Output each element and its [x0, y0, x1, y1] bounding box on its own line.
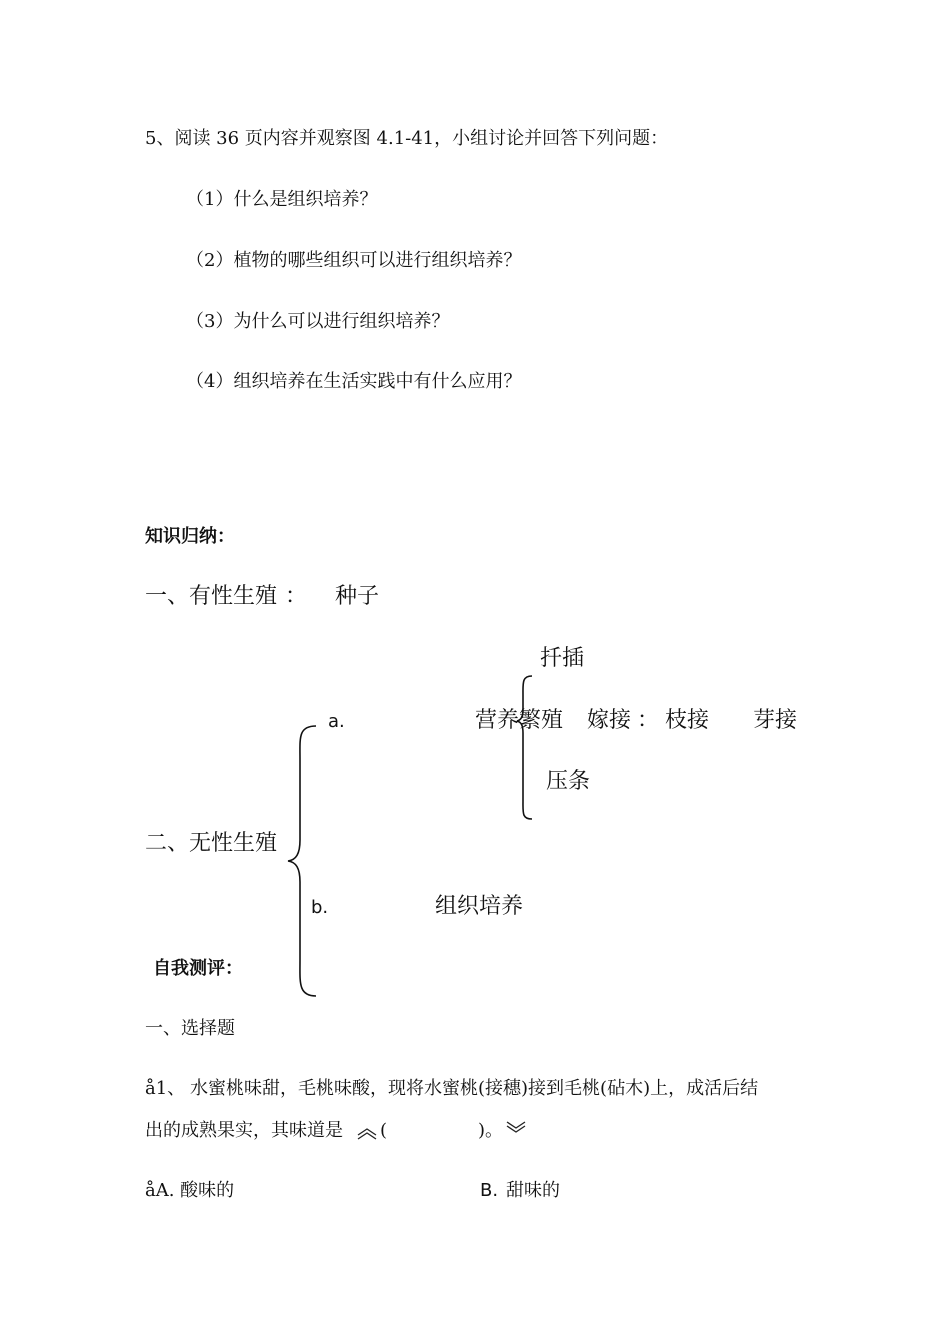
- self-test-heading: 自我测评：: [153, 958, 243, 979]
- sexual-reproduction-label: 一、有性生殖: [145, 584, 278, 609]
- asexual-b-marker: b.: [311, 897, 329, 918]
- option-a: åA. 酸味的: [145, 1180, 235, 1201]
- method-grafting: 嫁接: [587, 708, 632, 733]
- method-cutting: 扦插: [540, 646, 585, 671]
- question-1-line-2: 出的成熟果实，其味道是: [145, 1120, 343, 1141]
- chevron-up-icon: [356, 1126, 378, 1140]
- vegetative-brace: [512, 673, 542, 823]
- graft-type-branch: 枝接: [665, 708, 710, 733]
- question-5-2: （2）植物的哪些组织可以进行组织培养？: [186, 250, 522, 271]
- question-5-3: （3）为什么可以进行组织培养？: [186, 311, 450, 332]
- answer-paren-open: (: [380, 1120, 388, 1141]
- question-1-number: å1、: [145, 1078, 186, 1099]
- question-5-1: （1）什么是组织培养？: [186, 189, 378, 210]
- asexual-a-marker: a.: [328, 711, 345, 732]
- chevron-down-icon: [505, 1120, 527, 1134]
- option-b-text: 甜味的: [506, 1180, 560, 1201]
- tissue-culture-label: 组织培养: [435, 894, 524, 919]
- asexual-brace: [282, 720, 322, 1000]
- vegetative-propagation-label: 营养繁殖: [475, 708, 564, 733]
- multiple-choice-heading: 一、选择题: [145, 1018, 235, 1039]
- asexual-reproduction-label: 二、无性生殖: [145, 831, 278, 856]
- method-layering: 压条: [546, 769, 591, 794]
- grafting-colon: ：: [637, 708, 660, 733]
- question-5-4: （4）组织培养在生活实践中有什么应用？: [186, 371, 522, 392]
- summary-heading: 知识归纳：: [145, 526, 235, 547]
- question-5-intro: 5、阅读 36 页内容并观察图 4.1-41，小组讨论并回答下列问题：: [145, 128, 669, 149]
- question-1-line-1: 水蜜桃味甜，毛桃味酸，现将水蜜桃(接穗)接到毛桃(砧木)上，成活后结: [190, 1078, 759, 1099]
- answer-paren-close: )。: [478, 1120, 504, 1141]
- option-b-letter: B.: [480, 1180, 499, 1201]
- graft-type-bud: 芽接: [753, 708, 798, 733]
- sexual-reproduction-seed: 种子: [335, 584, 380, 609]
- sexual-reproduction-colon: ：: [285, 584, 308, 609]
